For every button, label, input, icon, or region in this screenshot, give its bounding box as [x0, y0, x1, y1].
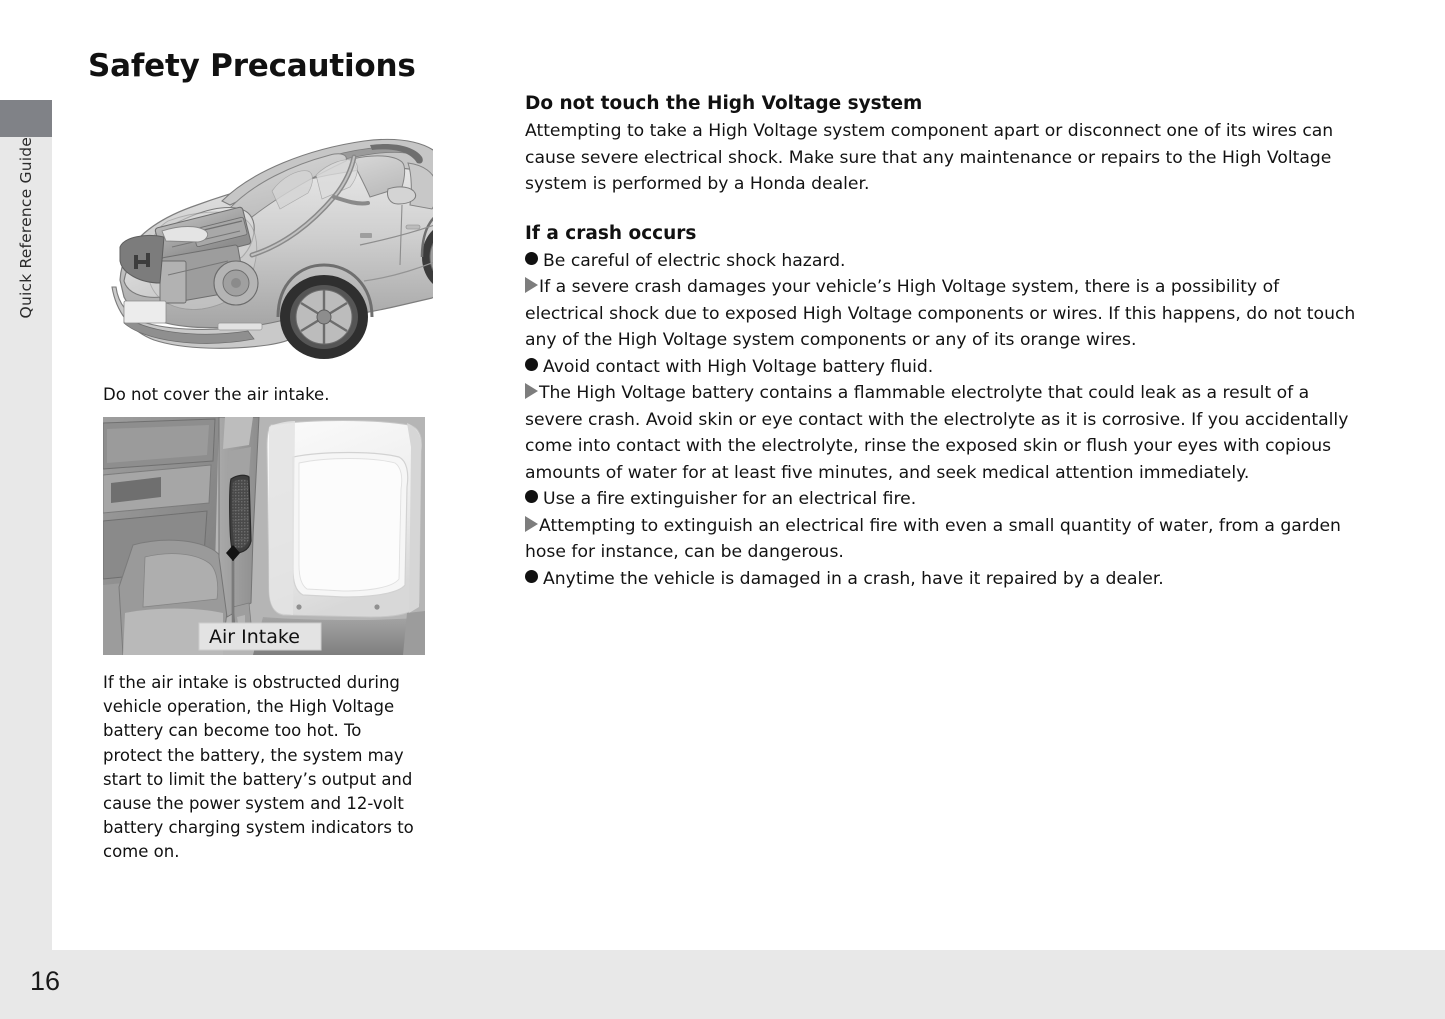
right-column: [525, 92, 1363, 592]
caption-air-intake-obstructed: If the air intake is obstructed during vehicle operation, the High Voltage battery can become too hot. To protect the battery, the system may start to limit the battery’s output and cause the power system and 12-volt battery charging system indicators to come on.: [103, 673, 414, 862]
heading-do-not-touch-hv-system: Do not touch the High Voltage system: [525, 93, 923, 114]
crash-precaution-text: Attempting to extinguish an electrical fire with even a small quantity of water, from a garden hose for instance, can be dangerous.: [525, 515, 1341, 562]
crash-precaution-text: If a severe crash damages your vehicle’s High Voltage system, there is a possibility of electrical shock due to exposed High Voltage components or wires. If this happens, do not touch any of the High Voltage system components or any of its orange wires.: [525, 277, 1356, 350]
crash-precaution-text: The High Voltage battery contains a flammable electrolyte that could leak as a result of a severe crash. Avoid skin or eye contact with the electrolyte as it is corrosive. If you accidentally come into contact with the electrolyte, rinse the exposed skin or flush your eyes with copious amounts of water for at least five minutes, and seek medical attention immediately.: [525, 383, 1349, 483]
bullet-triangle-icon: [525, 277, 538, 293]
crash-precaution-item: [525, 380, 1363, 486]
crash-precaution-text: Anytime the vehicle is damaged in a crash, have it repaired by a dealer.: [543, 568, 1164, 589]
crash-precaution-text: Use a fire extinguisher for an electrical fire.: [543, 489, 917, 509]
paragraph-do-not-touch-hv-system: Attempting to take a High Voltage system component apart or disconnect one of its wires can cause severe electrical shock. Make sure that any maintenance or repairs to the High Voltage system is performed by a Honda dealer.: [525, 121, 1334, 194]
bullet-dot-icon: [525, 570, 538, 583]
rear-seat-air-intake-photo: [103, 417, 433, 659]
bullet-dot-icon: [525, 358, 538, 371]
crash-precaution-item: [525, 248, 1363, 275]
footer-bar: [0, 950, 1445, 1019]
air-intake-photo-svg: [103, 417, 425, 655]
side-tab-marker: [0, 100, 52, 137]
air-intake-callout-label: [199, 623, 321, 650]
crash-precaution-text: Avoid contact with High Voltage battery fluid.: [543, 356, 934, 377]
bullet-dot-icon: [525, 252, 538, 265]
bullet-triangle-icon: [525, 383, 538, 399]
page-title: Safety Precautions: [88, 48, 416, 84]
crash-precaution-item: [525, 566, 1363, 593]
crash-precaution-text: Be careful of electric shock hazard.: [543, 250, 846, 271]
crash-precaution-item: [525, 274, 1363, 354]
bullet-triangle-icon: [525, 516, 538, 532]
side-tab-label-text: Quick Reference Guide: [17, 137, 35, 319]
heading-if-a-crash-occurs: If a crash occurs: [525, 222, 697, 244]
left-column: [103, 105, 433, 865]
honda-crv-hybrid-cutaway-illustration: [103, 105, 433, 374]
crash-precaution-item: [525, 513, 1363, 566]
crash-precaution-item: [525, 354, 1363, 381]
crash-precaution-item: [525, 486, 1363, 513]
side-tab-label: [0, 137, 52, 437]
caption-do-not-cover-air-intake: Do not cover the air intake.: [103, 385, 330, 404]
page-number: 16: [30, 966, 61, 996]
side-tab-strip: [0, 0, 52, 950]
vehicle-illustration-svg: [103, 105, 433, 370]
svg-text:Air Intake: Air Intake: [209, 626, 300, 648]
crash-precaution-list: [525, 248, 1363, 593]
bullet-dot-icon: [525, 490, 538, 503]
